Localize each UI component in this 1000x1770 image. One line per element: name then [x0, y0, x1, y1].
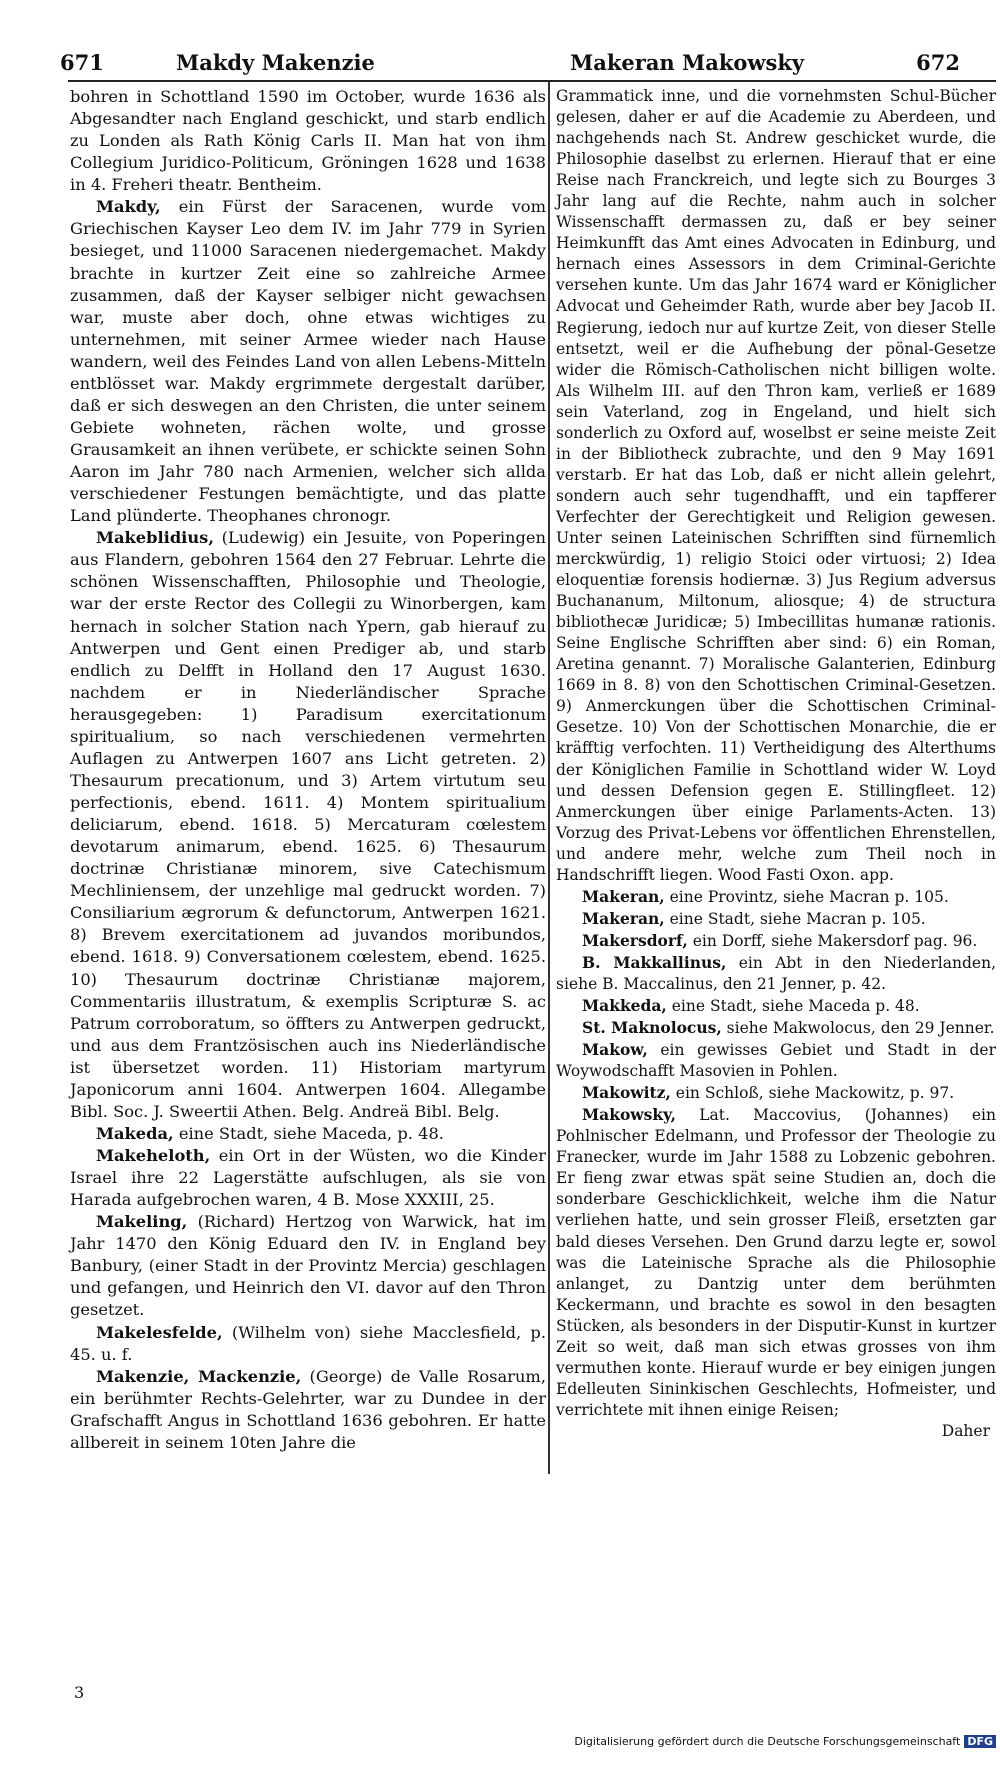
right-column: [556, 86, 996, 1442]
entry-text: (Ludewig) ein Jesuite, von Poperingen aus Flandern, gebohren 1564 den 27 Februar. Lehrte die schönen Wissenschafften, Philosophie und Theologie, war der erste Rector des Collegii zu Winorbergen, kam hernach in solcher Station nach Ypern, gab hierauf zu Antwerpen und Gent einen Prediger ab, und starb endlich zu Delfft in Holland den 17 August 1630. nachdem er in Niederländischer Sprache herausgegeben: 1) Paradisum exercitationum spiritualium, so nach verschiedenen vermehrten Auflagen zu Antwerpen 1607 ans Licht getreten. 2) Thesaurum precationum, und 3) Artem virtutum seu perfectionis, ebend. 1611. 4) Montem spiritualium deliciarum, ebend. 1618. 5) Mercaturam cœlestem devotarum animarum, ebend. 1625. 6) Thesaurum doctrinæ Christianæ minorem, sive Catechismum Mechliniensem, der unzehlige mal gedruckt worden. 7) Consiliarium ægrorum & defunctorum, Antwerpen 1621. 8) Brevem exercitationem ad juvandos moribundos, ebend. 1618. 9) Conversationem cœlestem, ebend. 1625. 10) Thesaurum doctrinæ Christianæ majorem, Commentariis illustratum, & exemplis Scripturæ S. ac Patrum corroboratum, so öffters zu Antwerpen gedruckt, und aus dem Frantzösischen auch ins Niederländische ist übersetzet worden. 11) Historiam martyrum Japonicorum anni 1604. Antwerpen 1604. Allegambe Bibl. Soc. J. Sweertii Athen. Belg. Andreä Bibl. Belg.: [70, 528, 546, 1121]
text-entry: [556, 1082, 996, 1104]
entry-text: ein Abt in den Niederlanden, siehe B. Maccalinus, den 21 Jenner, p. 42.: [556, 953, 996, 993]
entry-headword: Makdy,: [96, 197, 161, 217]
entry-text: ein Schloß, siehe Mackowitz, p. 97.: [670, 1084, 955, 1103]
entry-headword: Makeling,: [96, 1212, 188, 1232]
entry-headword: Makowsky,: [582, 1105, 677, 1125]
running-header: [60, 44, 960, 78]
text-entry: [556, 86, 996, 886]
page-number-right: 672: [916, 50, 960, 75]
entry-headword: Makeblidius,: [96, 528, 214, 548]
text-entry: [70, 1366, 546, 1454]
entry-text: eine Stadt, siehe Macran p. 105.: [664, 909, 926, 928]
text-entry: [70, 86, 546, 196]
entry-text: (George) de Valle Rosarum, ein berühmter Rechts-Gelehrter, war zu Dundee in der Grafschafft Angus in Schottland 1636 gebohren. Er hatte allbereit in seinem 10ten Jahre die: [70, 1366, 546, 1452]
entry-headword: Makeran,: [582, 886, 665, 906]
catchword: Daher: [941, 1421, 990, 1440]
header-rule: [68, 80, 996, 82]
entry-text: ein Ort in der Wüsten, wo die Kinder Israel ihre 22 Lagerstätte aufschlugen, als sie von Harada aufgebrochen waren, 4 B. Mose XXXIII, 25.: [70, 1146, 546, 1210]
entry-headword: Makersdorf,: [582, 930, 688, 950]
text-entry: [556, 952, 996, 995]
entry-text: ein Fürst der Saracenen, wurde vom Griechischen Kayser Leo dem IV. im Jahr 779 in Syrien besieget, und 11000 Saracenen niedergemachet. Makdy brachte in kurtzer Zeit eine so zahlreiche Armee zusammen, daß der Kayser selbiger nicht gewachsen war, muste aber doch, ohne etwas wichtiges zu unternehmen, mit seiner Armee wieder nach Hause wandern, weil des Feindes Land von allen Lebens-Mitteln entblösset war. Makdy ergrimmete dergestalt darüber, daß er sich deswegen an den Christen, die unter seinem Gebiete wohneten, rächen wolte, und grosse Grausamkeit an ihnen verübete, er schickte seinen Sohn Aaron im Jahr 780 nach Armenien, welcher sich allda verschiedener Festungen bemächtigte, und das platte Land plünderte. Theophanes chronogr.: [70, 197, 546, 526]
text-entry: [556, 1017, 996, 1039]
text-entry: [556, 908, 996, 930]
column-divider: [548, 82, 550, 1474]
text-entry: [70, 1211, 546, 1321]
entry-text: eine Provintz, siehe Macran p. 105.: [664, 887, 949, 906]
entry-headword: B. Makkallinus,: [582, 952, 727, 972]
entry-text: eine Stadt, siehe Maceda, p. 48.: [173, 1123, 444, 1143]
entry-text: (Wilhelm von) siehe Macclesfield, p. 45. u. f.: [70, 1322, 546, 1364]
page-number-left: 671: [60, 50, 104, 75]
text-entry: [556, 995, 996, 1017]
left-column: [70, 86, 546, 1454]
text-entry: [556, 1104, 996, 1421]
entry-text: ein gewisses Gebiet und Stadt in der Woywodschafft Masovien in Pohlen.: [556, 1041, 996, 1081]
digitization-footer: [574, 1735, 996, 1748]
footer-text: Digitalisierung gefördert durch die Deutsche Forschungsgemeinschaft: [574, 1735, 961, 1748]
running-title-right: Makeran Makowsky: [570, 50, 805, 75]
text-entry: [556, 930, 996, 952]
text-entry: [556, 1039, 996, 1082]
entry-text: Grammatick inne, und die vornehmsten Schul-Bücher gelesen, daher er auf die Academie zu Aberdeen, und nachgehends nach St. Andrew geschicket wurde, die Philosophie daselbst zu erlernen. Hierauf that er eine Reise nach Franckreich, und legte sich zu Bourges 3 Jahr lang auf die Rechte, nahm auch in solcher Wissenschafft dermassen zu, daß er bey seiner Heimkunfft das Amt eines Advocaten in Edinburg, und hernach eines Assessors in dem Criminal-Gerichte versehen kunte. Um das Jahr 1674 ward er Königlicher Advocat und Geheimder Rath, wurde aber bey Jacob II. Regierung, iedoch nur auf kurtze Zeit, von dieser Stelle entsetzt, weil er die Aufhebung der pönal-Gesetze wider die Römisch-Catholischen nicht billigen wolte. Als Wilhelm III. auf den Thron kam, verließ er 1689 sein Vaterland, zog in Engeland, und hielt sich sonderlich zu Oxford auf, woselbst er seine meiste Zeit in der Bibliotheck zubrachte, und den 9 May 1691 verstarb. Er hat das Lob, daß er nicht allein gelehrt, sondern auch sehr tugendhafft, und ein tapfferer Verfechter der Gerechtigkeit und Religion gewesen. Unter seinen Lateinischen Schrifften sind fürnemlich merckwürdig, 1) religio Stoici oder virtuosi; 2) Idea eloquentiæ forensis hodiernæ. 3) Jus Regium adversus Buchananum, Miltonum, aliosque; 4) de structura bibliothecæ Juridicæ; 5) Imbecillitas humanæ rationis. Seine Englische Schrifften aber sind: 6) ein Roman, Aretina genannt. 7) Moralische Galanterien, Edinburg 1669 in 8. 8) von den Schottischen Criminal-Gesetzen. 9) Anmerckungen über die Schottischen Criminal-Gesetze. 10) Von der Schottischen Monarchie, die er kräfftig verfochten. 11) Vertheidigung des Alterthums der Königlichen Familie in Schottland wider W. Loyd und dessen Defension gegen E. Stillingfleet. 12) Anmerckungen über einige Parlaments-Acten. 13) Vorzug des Privat-Lebens vor öffentlichen Ehrenstellen, und andere mehr, welche zum Theil noch in Handschrifft liegen. Wood Fasti Oxon. app.: [556, 87, 996, 884]
entry-headword: Makowitz,: [582, 1083, 671, 1103]
entry-text: eine Stadt, siehe Maceda p. 48.: [666, 997, 920, 1016]
entry-text: Lat. Maccovius, (Johannes) ein Pohlnischer Edelmann, und Professor der Theologie zu Franecker, wurde im Jahr 1588 zu Lobzenic gebohren. Er fieng zwar etwas spät seine Studien an, doch die sonderbare Geschicklichkeit, welche ihm die Natur verliehen hatte, und sein grosser Fleiß, ersetzten gar bald dieses Versehen. Den Grund darzu legte er, sowol was die Lateinische Sprache als die Philosophie anlanget, zu Dantzig unter dem berühmten Keckermann, und brachte es sowol in den besagten Stücken, als besonders in der Disputir-Kunst in kurtzer Zeit so weit, daß man sich etwas grosses von ihm vermuthen konte. Hierauf wurde er bey einigen jungen Edelleuten Sininkischen Geschlechts, Hofmeister, und verrichtete mit ihnen einige Reisen;: [556, 1106, 996, 1419]
entry-headword: Makeran,: [582, 908, 665, 928]
running-title-left: Makdy Makenzie: [176, 50, 375, 75]
text-entry: [70, 1123, 546, 1145]
text-entry: [70, 527, 546, 1123]
entry-headword: Makelesfelde,: [96, 1322, 223, 1342]
entry-text: bohren in Schottland 1590 im October, wurde 1636 als Abgesandter nach England geschickt, und starb endlich zu Londen als Rath König Carls II. Man hat von ihm Collegium Juridico-Politicum, Gröningen 1628 und 1638 in 4. Freheri theatr. Bentheim.: [70, 87, 546, 195]
entry-headword: Makkeda,: [582, 996, 667, 1016]
entry-headword: Makenzie, Mackenzie,: [96, 1366, 302, 1386]
text-entry: [556, 886, 996, 908]
entry-headword: St. Maknolocus,: [582, 1018, 722, 1038]
entry-text: (Richard) Hertzog von Warwick, hat im Jahr 1470 den König Eduard den IV. in England bey Banbury, (einer Stadt in der Provintz Mercia) geschlagen und gefangen, und Heinrich den VI. davor auf den Thron gesetzet.: [70, 1212, 546, 1320]
entry-text: ein Dorff, siehe Makersdorf pag. 96.: [687, 931, 978, 950]
entry-headword: Makow,: [582, 1040, 648, 1060]
text-entry: [70, 1145, 546, 1211]
text-entry: [70, 1322, 546, 1366]
entry-text: siehe Makwolocus, den 29 Jenner.: [721, 1019, 995, 1038]
margin-mark: 3: [74, 1683, 85, 1702]
text-entry: [70, 196, 546, 527]
dfg-logo: DFG: [964, 1735, 996, 1748]
entry-headword: Makeda,: [96, 1123, 174, 1143]
entry-headword: Makeheloth,: [96, 1146, 211, 1165]
